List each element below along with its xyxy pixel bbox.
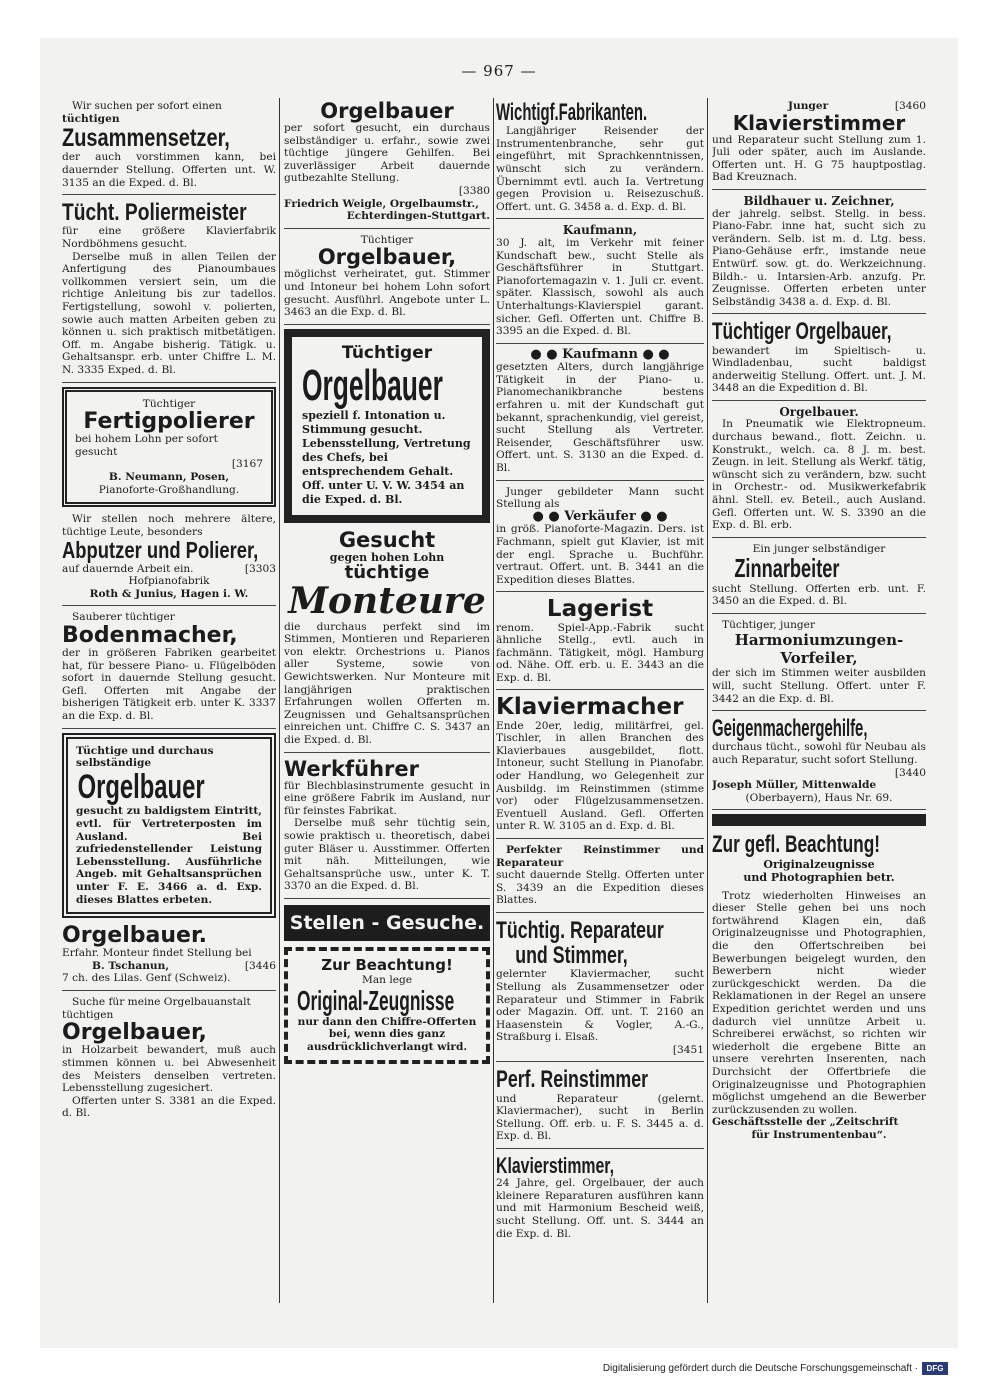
ad-firm: Friedrich Weigle, Orgelbaumstr., — [284, 197, 479, 210]
ad-body: per sofort gesucht, ein durchaus selbständiger u. erfahr., sowie zwei tüchtige jüngere Gehilfen. Bei zuverlässiger Arbeit dauernde gutbezahlte Stellung. — [284, 122, 490, 185]
ad-title: Klaviermacher — [496, 694, 684, 721]
ad-orgelbauer-holz — [62, 994, 276, 1125]
ad-firm: 7 ch. des Lilas. Genf (Schweiz). — [62, 972, 231, 985]
ad-firm: Echterdingen-Stuttgart. — [346, 210, 490, 223]
ad-klavierstimmer-junger — [712, 98, 926, 190]
ad-title: Zinnarbeiter — [734, 553, 840, 584]
ad-lead: Sauberer tüchtiger — [72, 611, 175, 624]
ad-zinnarbeiter — [712, 541, 926, 614]
ad-body: der jahrelg. selbst. Stellg. in bess. Piano-Fabr. inne hat, sucht sich zu verändern. Selb. ist m. d. Ltg. bess. Piano-Gehäuse erfr., imstande neue Entwürf. sow. gt. do. Werkzeichnung. Bildh.- u. Intarsien-Arb. anzufg. Pr. Zeugnisse. Offerten erbeten unter Selbständig 3438 a. d. Exp. d. Bl. — [712, 207, 926, 308]
ad-title: Monteure — [288, 579, 486, 622]
ad-lead: Suche für meine Orgelbauanstalt tüchtigen — [62, 996, 251, 1021]
ad-lead: Wir stellen noch mehrere ältere, tüchtige Leute, besonders — [62, 513, 276, 538]
ad-title: Klavierstimmer, — [496, 1153, 614, 1179]
column-3 — [496, 98, 704, 1248]
ad-body: bei hohem Lohn per sofort gesucht — [75, 433, 218, 458]
ad-fabrikanten — [496, 98, 704, 219]
ad-body: bewandert im Spieltisch- u. Windladenbau, sucht baldigst anderweitig Stellung. Offert. unt. J. M. 3448 an die Expedition d. Bl. — [712, 344, 926, 395]
ad-body: Langjähriger Reisender der Instrumentenbranche, sehr gut eingeführt, mit Sprachkenntnissen, wünscht sich zu verändern. Übernimmt evtl. auch Ia. Vertretung gegen Provision u. Reisezuschuß. Offert. unt. G. 3458 a. d. Exp. d. Bl. — [496, 125, 704, 213]
ad-reinstimmer — [496, 842, 704, 913]
ad-title: Orgelbauer — [302, 360, 443, 410]
ad-monteure — [284, 527, 490, 753]
ad-ref: [3451 — [672, 1043, 704, 1056]
ad-body: durchaus tücht., sowohl für Neubau als auch Reparatur, sucht sofort Stellung. — [712, 741, 926, 767]
ad-ref: [3303 — [244, 562, 276, 575]
column-rule — [279, 98, 280, 1303]
ad-body: in größ. Pianoforte-Magazin. Ders. ist Fachmann, spielt gut Klavier, ist mit der engl. Sprache u. Buchführ. vertraut. Offert. unt. B. 3441 an die Expedition dieses Blattes. — [496, 523, 704, 586]
ad-title: Lagerist — [546, 596, 654, 623]
ad-lead: Junger — [788, 100, 829, 112]
ad-orgelbauer-weigle — [284, 98, 490, 229]
ad-reparateur — [496, 916, 704, 1063]
ad-title: Fertigpolierer — [83, 409, 255, 435]
ad-body: 24 Jahre, gel. Orgelbauer, der auch kleinere Reparaturen ausführen kann und mit Harmonium Bescheid weiß, sucht Stellung. Off. unt. S. 3444 an die Exp. d. Bl. — [496, 1177, 704, 1240]
ad-body: sucht dauernde Stellg. Offerten unter S. 3439 an die Expedition dieses Blattes. — [496, 869, 704, 907]
ad-body: gesucht zu baldigstem Eintritt, evtl. für Vertreterposten im Ausland. Bei zufriedenstellender Leistung Lebensstellung. Ausführliche Angeb. mit Gehaltsansprüchen unter F. E. 3466 a. d. Exp. dieses Blattes erbeten. — [76, 805, 262, 906]
section-banner-stellen-gesuche: Stellen - Gesuche. — [284, 905, 490, 941]
page-number: — 967 — — [461, 62, 537, 80]
ad-title: Orgelbauer, — [317, 245, 457, 270]
ad-title: Werkführer — [284, 756, 419, 781]
ad-title: ● ● Verkäufer ● ● — [532, 508, 668, 524]
ad-title: Bildhauer u. Zeichner, — [743, 193, 895, 208]
ad-firm: Pianoforte-Großhandlung. — [98, 483, 240, 496]
ad-fertigpolierer — [62, 387, 276, 508]
notice-lead: Originalzeugnisse — [763, 857, 875, 871]
ad-title: Orgelbauer, — [62, 1020, 207, 1046]
ad-body: renom. Spiel-App.-Fabrik sucht ähnliche Stellg., evtl. auch in fachmänn. Tätigkeit, mögl. Hamburg od. Nähe. Off. erb. u. E. 3443 an die Exp. d. Bl. — [496, 621, 704, 684]
ad-lead: Ein junger selbständiger — [752, 542, 886, 555]
ad-lead: Wir suchen per sofort einen — [72, 100, 222, 112]
column-rule — [493, 98, 494, 1303]
ad-title: Orgelbauer — [320, 99, 454, 123]
ad-orgelbauer-pneumatik — [712, 404, 926, 538]
ad-title: Kaufmann, — [562, 223, 638, 238]
ad-lead: Junger gebildeter Mann sucht Stellung als — [496, 485, 704, 511]
ad-kaufmann-dots — [496, 347, 704, 481]
ad-body: gelernter Klaviermacher, sucht Stellung als Zusammensetzer oder Reparateur und Stimmer in Fabrik oder Magazin. Off. unt. T. 2160 an Haasenstein & Vogler, A.-G., Straßburg i. Elsaß. — [496, 968, 704, 1044]
ad-title: Harmoniumzungen- — [734, 631, 904, 650]
notice-gefl-beachtung — [712, 832, 926, 1141]
ad-klavierstimmer — [496, 1152, 704, 1245]
ad-lead: tüchtige — [344, 561, 430, 583]
ad-title: Tücht. Poliermeister — [62, 199, 247, 227]
ad-firm: B. Neumann, Posen, — [108, 471, 230, 483]
ad-orgelbauer-framed — [62, 733, 276, 919]
ad-body: und Reparateur sucht Stellung zum 1. Juli oder später, auch im Auslande. Offerten unt. H. G 75 hauptpostlag. Bad Kreuznach. — [712, 133, 926, 184]
notice-lead: und Photographien betr. — [743, 870, 895, 884]
ad-body: und Reparateur (gelernt. Klaviermacher), sucht in Berlin Stellung. Off. erb. u. F. S. 3445 a. d. Exp. d. Bl. — [496, 1092, 704, 1143]
ad-ref: [3380 — [458, 185, 490, 198]
ad-title: Wichtigf.Fabrikanten. — [496, 99, 648, 126]
ad-body: In Pneumatik wie Elektropneum. durchaus bewand., flott. Zeichn. u. Konstrukt., welch. ca. 8 J. m. best. Zeugn. in leit. Stellung als Werkf. tätig, wünscht sich zu verändern, bzw. sucht in Orchestr.- od. Musikwerkefabrik ähnl. Stell. ev. Beteil., auch Ausland. Gefl. Offerten unt. W. S. 3390 an die Exp. d. Bl. erb. — [712, 418, 926, 532]
ad-lead: Tüchtiger — [360, 233, 414, 246]
ad-body: speziell f. Intonation u. Stimmung gesucht. Lebensstellung, Vertretung des Chefs, bei entsprechendem Gehalt. Off. unter U. V. W. 3454 an die Exped. d. Bl. — [302, 408, 471, 506]
ad-body: auf dauernde Arbeit ein. — [62, 562, 194, 575]
footer-text: Digitalisierung gefördert durch die Deutsche Forschungsgemeinschaft · — [602, 1363, 918, 1374]
ad-poliermeister — [62, 198, 276, 382]
ad-body: möglichst verheiratet, gut. Stimmer und Intoneur bei hohem Lohn sofort gesucht. Ausführl. Angebote unter L. 3463 an die Exp. d. Bl. — [284, 268, 490, 319]
ad-ref: [3460 — [894, 100, 926, 112]
ad-perf-reinstimmer — [496, 1065, 704, 1149]
ad-title: Orgelbauer — [77, 767, 205, 806]
ad-ref: [3167 — [231, 458, 263, 471]
ad-body: in Holzarbeit bewandert, muß auch stimmen können u. bei Abwesenheit des Meisters denselben vertreten. Lebensstellung zugesichert. — [62, 1044, 276, 1095]
ad-lead: Gesucht — [338, 527, 436, 552]
ad-body: Derselbe muß in allen Teilen der Anfertigung des Pianoumbaues vollkommen versiert sein, um die richtige Anleitung bis zur tadellos. Fertigstellung, sowohl v. polierten, sowie auch matten Arbeiten geben zu können u. sich praktisch mitbetätigen. Off. m. Angabe bisherig. Tätigk. u. Gehaltsanspr. erb. unter Chiffre L. M. N. 3335 Exped. d. Bl. — [62, 250, 276, 376]
ad-firm: B. Tschanun, — [92, 959, 170, 972]
notice-body: nur dann den Chiffre-Offerten bei, wenn dies ganz ausdrücklichverlangt wird. — [297, 1015, 477, 1053]
ad-body: die durchaus perfekt sind im Stimmen, Montieren und Reparieren von elektr. Orchestrions u. Pianos aller Systeme, sowie von Gewichtswerken. Nur Monteure mit langjährigen praktischen Erfahrungen wollen Offerten m. Zeugnissen und Gehaltsansprüchen einreichen unt. Chiffre C. S. 3437 an die Exped. d. Bl. — [284, 620, 490, 746]
notice-title: Zur Beachtung! — [321, 955, 453, 974]
ad-body: der auch vorstimmen kann, bei dauernder Stellung. Offerten unt. W. 3135 an die Exped. d. Bl. — [62, 151, 276, 189]
ad-body: der in größeren Fabriken gearbeitet hat, für bessere Piano- u. Flügelböden sofort in dauernde Stellung gesucht. Gefl. Offerten mit Angabe der bisherigen Tätigkeit erb. unter K. 3337 an die Exp. d. Bl. — [62, 646, 276, 722]
dfg-logo-icon: DFG — [922, 1362, 948, 1375]
ad-title: Zusammensetzer, — [62, 124, 230, 153]
ad-body: Derselbe muß sehr tüchtig sein, sowie praktisch u. theoretisch, dabei guter Bläser u. Ausstimmer. Offerten mit näh. Mitteilungen, wie Gehaltsansprüche usw., unter K. T. 3370 an die Exped. d. Bl. — [284, 817, 490, 893]
ad-lead: tüchtigen — [62, 112, 120, 125]
ad-title: Abputzer und Polierer, — [62, 537, 259, 564]
ad-firm: Hofpianofabrik — [128, 575, 210, 588]
ad-lead: Tüchtiger — [142, 397, 196, 410]
ad-orgelbauer-intonation — [284, 329, 490, 523]
ad-orgelbauer-intoneur — [284, 232, 490, 325]
ad-tuechtiger-orgelbauer — [712, 317, 926, 401]
ad-title: Orgelbauer. — [779, 404, 859, 419]
notice-zur-beachtung — [284, 947, 490, 1065]
footer-credit — [603, 1362, 948, 1375]
ad-body: Ende 20er, ledig, militärfrei, gel. Tischler, in allen Branchen des Klavierbaues ausgebildet, flott. Intoneur, sucht Stellung in Pianofabr. oder Handlung, wo Gelegenheit zur Ausbildg. im Reinstimmen (stimme vor) oder Flügelzusammensetzen. Eventuell Ausland. Gefl. Offerten unter R. W. 3105 an d. Exp. d. Bl. — [496, 719, 704, 833]
ad-title: Tüchtiger Orgelbauer, — [712, 318, 892, 346]
ad-klaviermacher — [496, 693, 704, 838]
ad-lead: Perfekter Reinstimmer und Reparateur — [496, 843, 704, 869]
ad-abputzer — [62, 511, 276, 606]
notice-body: Trotz wiederholten Hinweises an dieser Stelle gehen bei uns noch fortwährend Klagen ein, daß Originalzeugnisse und Photographien, die den Offertschreiben bei Bewerbungen beigelegt wurden, den Bewerbern nicht wieder zurückgeschickt werden. Da die Reklamationen in der Regel an unsere Expedition gerichtet werden und uns dadurch viel unnütze Arbeit u. Schreiberei erwächst, so richten wir wiederholt die ergebene Bitte an unsere verehrten Inserenten, nach Durchsicht der Offertbriefe die Originalzeugnisse und Photographien möglichst umgehend an die Bewerber zurückzusenden zu wollen. — [712, 889, 926, 1116]
ad-title: ● ● Kaufmann ● ● — [530, 346, 670, 362]
ad-verkaeufer — [496, 484, 704, 593]
column-rule — [707, 98, 708, 1303]
ad-body: Offerten unter S. 3381 an die Exped. d. Bl. — [62, 1094, 276, 1120]
ad-lead: Tüchtiger, junger — [722, 618, 816, 631]
ad-title: Bodenmacher, — [62, 622, 238, 648]
notice-signature: für Instrumentenbau“. — [751, 1128, 887, 1141]
ad-body: gesetzten Alters, durch langjährige Tätigkeit in der Piano- u. Pianomechanikbranche bestens erfahren u. mit der Kundschaft gut bekannt, sprachenkundig, viel gereist, sucht Stellung als Vertreter. Reisender, Geschäftsführer usw. Offert. unt. S. 3130 an die Exped. d. Bl. — [496, 361, 704, 475]
ad-geigenmacher — [712, 714, 926, 810]
ad-body: für Blechblasinstrumente gesucht in eine größere Fabrik im Ausland, nur für feinstes Fabrikat. — [284, 779, 490, 817]
notice-signature: Geschäftsstelle der „Zeitschrift — [712, 1116, 899, 1129]
ad-zusammensetzer — [62, 98, 276, 195]
ad-orgelbauer-genf — [62, 922, 276, 991]
ad-ref: [3446 — [244, 959, 276, 972]
notice-lead: Man lege — [361, 973, 413, 986]
rule-bar — [712, 814, 926, 826]
ad-body: sucht Stellung. Offerten erb. unt. F. 3450 an die Exped. d. Bl. — [712, 582, 926, 608]
column-1 — [62, 98, 276, 1128]
ad-werkfuehrer — [284, 756, 490, 899]
ad-firm: (Oberbayern), Haus Nr. 69. — [745, 791, 893, 804]
ad-bodenmacher — [62, 609, 276, 728]
ad-firm: Roth & Junius, Hagen i. W. — [89, 587, 249, 600]
ad-title: Klavierstimmer — [732, 110, 906, 135]
ad-title: Geigenmachergehilfe, — [712, 715, 868, 743]
ad-harmonium — [712, 617, 926, 711]
column-4 — [712, 98, 926, 1141]
ad-lagerist — [496, 595, 704, 690]
newspaper-page — [40, 38, 958, 1348]
column-2 — [284, 98, 490, 1068]
ad-ref: [3440 — [894, 766, 926, 779]
ad-body: 30 J. alt, im Verkehr mit feiner Kundschaft bew., sucht Stelle als Geschäftsführer in Stuttgart. Pianofortemagazin v. 1. Juli cr. event. später. Klassisch, sowohl als auch Unterhaltungs-Klavierspiel garant. sicher. Gefl. Offerten unt. Chiffre B. 3395 an die Exped. d. Bl. — [496, 236, 704, 338]
notice-heading: Original-Zeugnisse — [297, 985, 455, 1017]
ad-bildhauer — [712, 193, 926, 314]
ad-title: Orgelbauer. — [62, 923, 208, 949]
ad-lead: Tüchtiger — [341, 342, 433, 363]
ad-body: für eine größere Klavierfabrik Nordböhmens gesucht. — [62, 225, 276, 250]
notice-title: Zur gefl. Beachtung! — [712, 831, 881, 859]
ad-firm: Joseph Müller, Mittenwalde — [712, 779, 877, 792]
ad-title: Tüchtig. Reparateur — [496, 916, 664, 944]
ad-title: Vorfeiler, — [780, 649, 858, 668]
ad-lead: gegen hohen Lohn — [329, 550, 445, 564]
ad-body: Erfahr. Monteur findet Stellung bei — [62, 947, 252, 960]
ad-kaufmann — [496, 222, 704, 343]
ad-lead: Tüchtige und durchaus selbständige — [76, 744, 214, 770]
ad-body: der sich im Stimmen weiter ausbilden will, sucht Stellung. Offert. unter F. 3442 an die Exp. d. Bl. — [712, 667, 926, 705]
ad-title: und Stimmer, — [515, 942, 628, 970]
ad-title: Perf. Reinstimmer — [496, 1066, 649, 1094]
